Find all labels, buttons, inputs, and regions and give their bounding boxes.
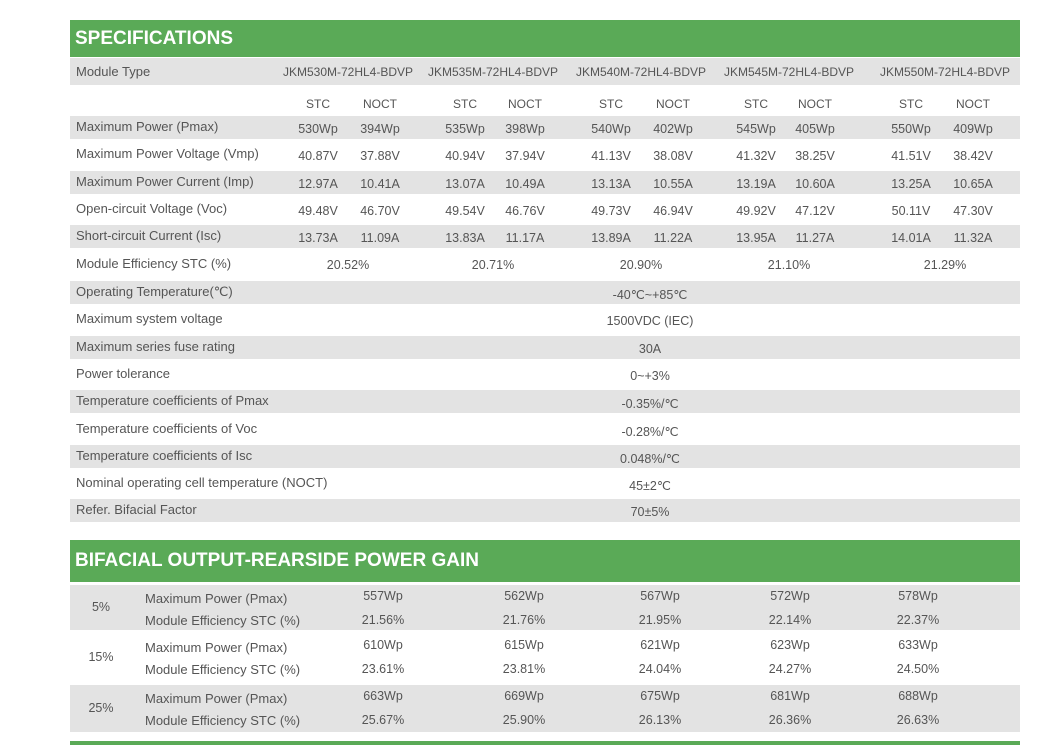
power-label: Maximum Power (Pmax) [145,591,288,606]
spec-row [70,281,1020,304]
noct-value: 11.22A [653,231,693,246]
stc-value: 12.97A [298,176,338,191]
bifacial-efficiency-value: 24.27% [768,662,812,676]
spec-row-label: Maximum series fuse rating [76,338,235,354]
spec-row [70,225,1020,248]
spec-row-label: Temperature coefficients of Isc [76,447,253,463]
noct-value: 10.55A [653,176,693,191]
stc-header: STC [306,97,330,111]
spec-row-label: Refer. Bifacial Factor [76,502,197,518]
spec-row-label: Temperature coefficients of Pmax [76,393,269,409]
stc-value: 13.83A [445,231,485,246]
noct-value: 11.17A [505,231,545,246]
spec-row [70,445,1020,468]
spec-row [70,171,1020,194]
spec-row [70,363,1020,386]
spec-row [70,308,1020,331]
noct-value: 38.08V [653,149,693,164]
spec-row [70,499,1020,522]
bifacial-group [70,685,1020,732]
stc-value: 13.73A [298,231,338,246]
noct-value: 394Wp [360,122,400,136]
spec-row [70,390,1020,413]
gain-label: 5% [91,599,111,614]
stc-value: 535Wp [445,122,485,136]
bifacial-power-value: 675Wp [640,689,680,703]
stc-value: 49.54V [445,203,485,218]
gain-label: 15% [88,649,114,664]
bifacial-power-value: 681Wp [770,689,810,703]
bifacial-power-value: 562Wp [504,589,544,603]
spec-row [70,116,1020,139]
spec-row [70,472,1020,495]
bottom-divider [70,741,1020,745]
noct-value: 11.27A [795,231,835,246]
noct-header: NOCT [956,97,990,111]
bifacial-efficiency-value: 25.67% [361,713,405,727]
specifications-title: SPECIFICATIONS [75,28,233,49]
bifacial-power-value: 621Wp [640,638,680,652]
noct-value: 38.25V [795,149,835,164]
spec-value: 30A [638,341,662,356]
bifacial-power-value: 557Wp [363,589,403,603]
noct-value: 47.12V [795,203,835,218]
stc-value: 14.01A [891,231,931,246]
noct-value: 37.94V [505,149,545,164]
bifacial-efficiency-value: 26.36% [768,713,812,727]
noct-value: 38.42V [953,149,993,164]
spec-value: -0.35%/℃ [621,397,679,412]
efficiency-label: Module Efficiency STC (%) [145,662,301,677]
stc-header: STC [453,97,477,111]
spec-value: 1500VDC (IEC) [606,314,694,329]
stc-value: 49.73V [591,203,631,218]
efficiency-value: 21.10% [767,257,811,272]
bifacial-power-value: 669Wp [504,689,544,703]
bifacial-efficiency-value: 26.63% [896,713,940,727]
bifacial-efficiency-value: 21.95% [638,613,682,627]
stc-value: 49.48V [298,203,338,218]
stc-value: 40.87V [298,149,338,164]
efficiency-label: Module Efficiency STC (%) [145,613,301,628]
efficiency-row [70,253,1020,278]
model-name: JKM545M-72HL4-BDVP [723,65,855,79]
gain-label: 25% [88,700,114,715]
noct-value: 37.88V [360,149,400,164]
noct-value: 46.94V [653,203,693,218]
spec-row-label: Temperature coefficients of Voc [76,420,258,436]
power-label: Maximum Power (Pmax) [145,640,288,655]
efficiency-value: 20.71% [471,257,515,272]
spec-value: 0.048%/℃ [620,451,680,466]
bifacial-efficiency-value: 23.81% [502,662,546,676]
efficiency-row-label: Module Efficiency STC (%) [76,255,232,271]
bifacial-efficiency-value: 24.04% [638,662,682,676]
stc-value: 40.94V [445,149,485,164]
bifacial-power-value: 663Wp [363,689,403,703]
bifacial-power-value: 578Wp [898,589,938,603]
spec-row-label: Short-circuit Current (Isc) [76,228,222,244]
stc-value: 13.25A [891,176,931,191]
noct-value: 46.70V [360,203,400,218]
noct-value: 10.65A [953,176,993,191]
spec-value: 0~+3% [630,368,670,383]
bifacial-power-value: 633Wp [898,638,938,652]
bifacial-power-value: 610Wp [363,638,403,652]
stc-value: 41.32V [736,149,776,164]
bifacial-power-value: 623Wp [770,638,810,652]
stc-value: 550Wp [891,122,931,136]
noct-value: 409Wp [953,122,993,136]
bifacial-efficiency-value: 21.56% [361,613,405,627]
stc-value: 530Wp [298,122,338,136]
stc-value: 41.51V [891,149,931,164]
noct-value: 398Wp [505,122,545,136]
spec-value: -0.28%/℃ [621,424,679,439]
module-type-row [70,58,1020,85]
spec-row-label: Power tolerance [76,365,170,381]
bifacial-group [70,634,1020,681]
stc-value: 49.92V [736,203,776,218]
noct-value: 402Wp [653,122,693,136]
model-name: JKM530M-72HL4-BDVP [282,65,414,79]
spec-row [70,418,1020,441]
spec-row [70,143,1020,166]
bifacial-group [70,585,1020,630]
spec-value: 70±5% [630,505,670,520]
stc-value: 540Wp [591,122,631,136]
spec-value: -40℃~+85℃ [612,288,688,302]
noct-value: 405Wp [795,122,835,136]
model-name: JKM535M-72HL4-BDVP [427,65,559,79]
efficiency-value: 20.52% [326,257,370,272]
noct-value: 46.76V [505,203,545,218]
stc-value: 50.11V [891,203,931,218]
stc-value: 13.13A [591,176,631,191]
specifications-header [70,20,1020,57]
spec-row-label: Maximum Power Voltage (Vmp) [76,146,259,162]
noct-header: NOCT [798,97,832,111]
bifacial-power-value: 688Wp [898,689,938,703]
bifacial-title: BIFACIAL OUTPUT-REARSIDE POWER GAIN [75,550,479,571]
spec-row-label: Nominal operating cell temperature (NOCT) [76,475,328,491]
spec-row-label: Maximum Power Current (Imp) [76,173,254,189]
efficiency-value: 20.90% [619,257,663,272]
spec-row [70,336,1020,359]
stc-header: STC [599,97,623,111]
stc-header: STC [744,97,768,111]
model-name: JKM550M-72HL4-BDVP [879,65,1011,79]
efficiency-value: 21.29% [923,257,967,272]
stc-value: 41.13V [591,149,631,164]
stc-value: 13.89A [591,231,631,246]
noct-header: NOCT [508,97,542,111]
stc-value: 13.19A [736,176,776,191]
noct-header: NOCT [656,97,690,111]
noct-value: 10.49A [505,176,545,191]
spec-row [70,198,1020,221]
stc-value: 13.07A [445,176,485,191]
module-type-label: Module Type [76,64,151,79]
noct-value: 47.30V [953,203,993,218]
spec-row-label: Maximum Power (Pmax) [76,119,219,134]
efficiency-label: Module Efficiency STC (%) [145,713,301,728]
bifacial-power-value: 572Wp [770,589,810,603]
noct-header: NOCT [363,97,397,111]
bifacial-efficiency-value: 24.50% [896,662,940,676]
bifacial-header [70,540,1020,582]
noct-value: 10.60A [795,176,835,191]
bifacial-efficiency-value: 22.14% [768,613,812,627]
bifacial-efficiency-value: 23.61% [361,662,405,676]
spec-row-label: Operating Temperature(℃) [76,284,233,299]
stc-noct-header-row [70,89,1020,116]
bifacial-efficiency-value: 25.90% [502,713,546,727]
noct-value: 10.41A [360,176,400,191]
bifacial-power-value: 567Wp [640,589,680,603]
stc-header: STC [899,97,923,111]
bifacial-power-value: 615Wp [504,638,544,652]
model-name: JKM540M-72HL4-BDVP [575,65,707,79]
bifacial-efficiency-value: 21.76% [502,613,546,627]
bifacial-efficiency-value: 22.37% [896,613,940,627]
stc-value: 13.95A [736,231,776,246]
noct-value: 11.09A [360,231,400,246]
spec-row-label: Maximum system voltage [76,311,223,327]
spec-value: 45±2℃ [629,479,671,494]
bifacial-efficiency-value: 26.13% [638,713,682,727]
noct-value: 11.32A [953,231,993,246]
spec-row-label: Open-circuit Voltage (Voc) [76,200,228,216]
power-label: Maximum Power (Pmax) [145,691,288,706]
stc-value: 545Wp [736,122,776,136]
